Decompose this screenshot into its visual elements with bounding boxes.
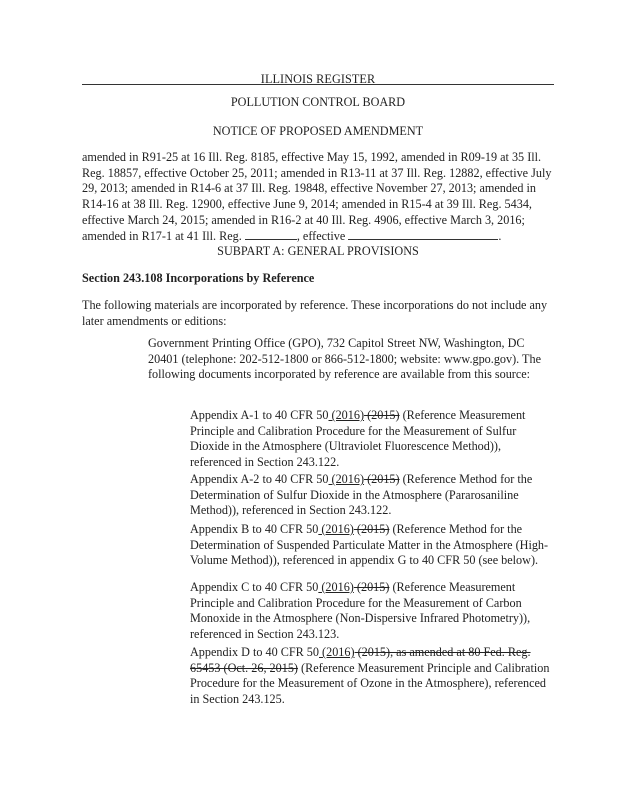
appendix-c-entry — [190, 580, 550, 643]
appendix-a2-description: (Reference Method for the Determination of Sulfur Dioxide in the Atmosphere (Pararosaniline Method)), referenced in Section 243.122. — [190, 472, 533, 518]
appendix-a1-description: (Reference Measurement Principle and Calibration Procedure for the Measurement of Sulfur Dioxide in the Atmosphere (Ultraviolet Fluorescence Method)), referenced in Section 243.122. — [190, 408, 526, 470]
appendix-b-description: (Reference Method for the Determination of Suspended Particulate Matter in the Atmosphere (High-Volume Method)), referenced in appendix G to 40 CFR 50 (see below). — [190, 522, 549, 568]
deleted-text: (2015), as amended at 80 Fed. Reg. — [354, 645, 531, 659]
deleted-text: (2015) — [353, 580, 390, 594]
deleted-text: (2015) — [364, 472, 400, 486]
appendix-d-entry — [190, 645, 550, 708]
register-page-blank — [245, 229, 297, 240]
appendix-b-entry — [190, 522, 550, 569]
subpart-heading: SUBPART A: GENERAL PROVISIONS — [217, 244, 419, 258]
board-name: POLLUTION CONTROL BOARD — [230, 95, 406, 109]
inserted-text: (2016) — [328, 472, 365, 486]
amendment-history-text: amended in R91-25 at 16 Ill. Reg. 8185, effective May 15, 1992, amended in R09-19 at 35 Ill. Reg. 18857, effective October 25, 2011; amended in R13-11 at 37 Ill. Reg. 12882, effective July 29, 2013; amended in R14-6 at 37 Ill. Reg. 19848, effective November 27, 2013; amended in R14-16 at 38 Ill. Reg. 12900, effective June 9, 2014; amended in R15-4 at 39 Ill. Reg. 5434, effective March 24, 2015; amended in R16-2 at 40 Ill. Reg. 4906, effective March 3, 2016; amended in R17-1 at 41 Ill. Reg. — [82, 150, 552, 243]
appendix-b-citation: Appendix B to 40 CFR 50 — [190, 522, 319, 536]
deleted-text: (2015) — [353, 522, 390, 536]
effective-date-blank — [348, 229, 498, 240]
register-header — [82, 70, 554, 88]
appendix-a2-citation: Appendix A-2 to 40 CFR 50 — [190, 472, 329, 486]
section-intro: The following materials are incorporated by reference. These incorporations do not include any later amendments or editions: — [82, 298, 548, 328]
appendix-d-citation: Appendix D to 40 CFR 50 — [190, 645, 319, 659]
amendment-history: amended in R91-25 at 16 Ill. Reg. 8185, effective May 15, 1992, amended in R09-19 at 35 Ill. Reg. 18857, effective October 25, 2011; amended in R13-11 at 37 Ill. Reg. 12882, effective July 29, 2013; amended in R14-6 at 37 Ill. Reg. 19848, effective November 27, 2013; amended in R14-16 at 38 Ill. Reg. 12900, effective June 9, 2014; amended in R15-4 at 39 Ill. Reg. 5434, effective March 24, 2015; amended in R16-2 at 40 Ill. Reg. 4906, effective March 3, 2016; amended in R17-1 at 41 Ill. Reg. , effective . — [82, 150, 552, 243]
inserted-text: (2016) — [319, 645, 355, 659]
section-heading: Section 243.108 Incorporations by Reference — [82, 271, 315, 285]
effective-label: , effective — [296, 228, 346, 243]
appendix-a2-entry — [190, 472, 550, 519]
notice-title: NOTICE OF PROPOSED AMENDMENT — [212, 124, 424, 138]
inserted-text: (2016) — [318, 580, 354, 594]
header-rule — [82, 84, 554, 85]
inserted-text: (2016) — [318, 522, 354, 536]
appendix-c-description: (Reference Measurement Principle and Calibration Procedure for the Measurement of Carbon Monoxide in the Atmosphere (Non-Dispersive Infrared Photometry)), referenced in Section 243.123. — [190, 580, 531, 642]
appendix-a1-entry — [190, 408, 550, 471]
inserted-text: (2016) — [328, 408, 365, 422]
appendix-a1-citation: Appendix A-1 to 40 CFR 50 — [190, 408, 329, 422]
deleted-text: (2015) — [364, 408, 400, 422]
appendix-c-citation: Appendix C to 40 CFR 50 — [190, 580, 319, 594]
deleted-text: 65453 (Oct. 26, 2015) — [190, 660, 298, 675]
register-title: ILLINOIS REGISTER — [260, 72, 376, 86]
gpo-source-paragraph: Government Printing Office (GPO), 732 Capitol Street NW, Washington, DC 20401 (telephone: 202-512-1800 or 866-512-1800; website: www.gpo.gov). The following documents incorporated by reference are available from this source: — [148, 336, 541, 382]
appendix-d-description: (Reference Measurement Principle and Calibration Procedure for the Measurement of Ozone in the Atmosphere), referenced in Section 243.125. — [190, 660, 550, 707]
